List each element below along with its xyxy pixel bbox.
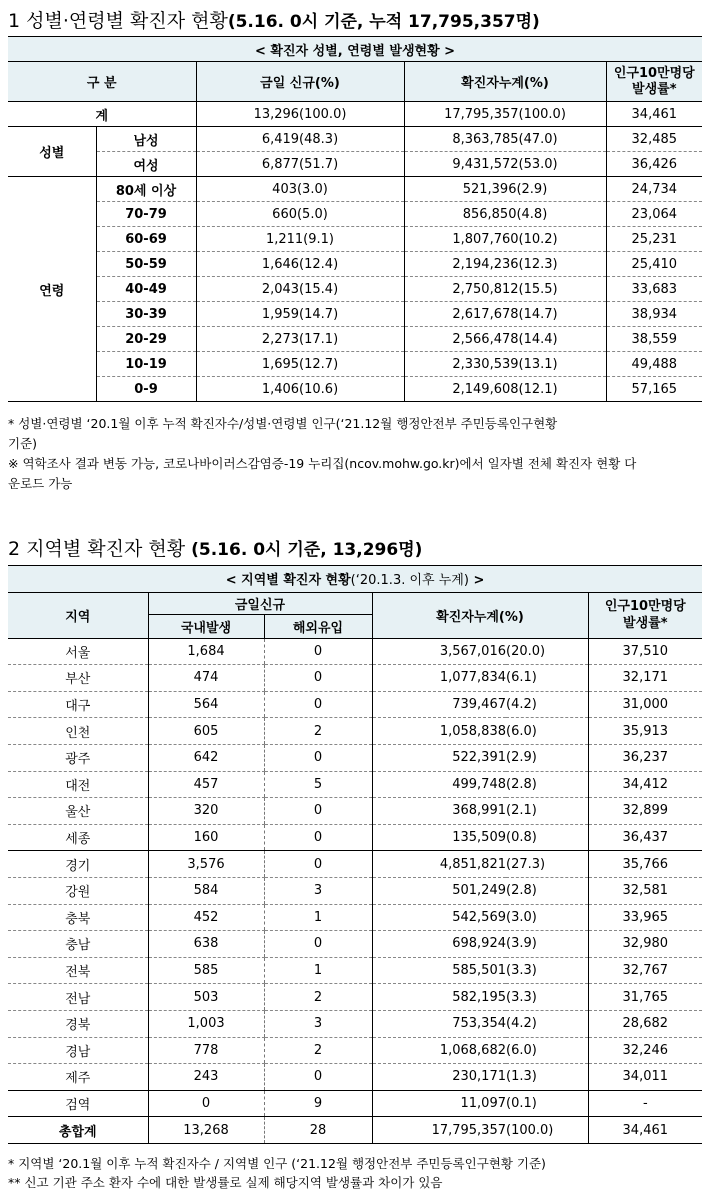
region-rate: 32,767 — [588, 957, 702, 984]
region-cumulative: 522,391 — [372, 744, 506, 771]
header-new: 금일신규 — [148, 592, 372, 614]
region-rate: - — [588, 1090, 702, 1117]
row-new: 403(3.0) — [196, 177, 404, 202]
region-overseas: 5 — [264, 771, 372, 798]
row-label: 60-69 — [96, 227, 196, 252]
header-rate-line2: 발생률* — [632, 81, 677, 97]
region-cumulative: 499,748 — [372, 771, 506, 798]
table-row — [8, 798, 702, 825]
region-name: 제주 — [8, 1064, 148, 1091]
region-percent: (2.1) — [506, 798, 588, 825]
table-row — [8, 1064, 702, 1091]
region-cumulative: 698,924 — [372, 931, 506, 958]
region-name: 충북 — [8, 904, 148, 931]
region-domestic: 585 — [148, 957, 264, 984]
table-row — [8, 227, 702, 252]
region-overseas: 0 — [264, 744, 372, 771]
region-name: 경기 — [8, 851, 148, 878]
header-region: 지역 — [8, 592, 148, 638]
row-cumulative: 2,750,812(15.5) — [404, 277, 606, 302]
table-row — [8, 252, 702, 277]
region-name: 광주 — [8, 744, 148, 771]
region-cumulative: 1,068,682 — [372, 1037, 506, 1064]
table-row — [8, 127, 702, 152]
table-row — [8, 152, 702, 177]
region-overseas: 0 — [264, 798, 372, 825]
region-cumulative: 585,501 — [372, 957, 506, 984]
region-overseas: 0 — [264, 851, 372, 878]
grand-total-overseas: 28 — [264, 1117, 372, 1144]
region-percent: (1.3) — [506, 1064, 588, 1091]
table-row — [8, 1037, 702, 1064]
region-rate: 34,011 — [588, 1064, 702, 1091]
table-row — [8, 277, 702, 302]
note-line: 기준) — [8, 436, 38, 451]
row-new: 660(5.0) — [196, 202, 404, 227]
row-label: 남성 — [96, 127, 196, 152]
section2-subtitle: (5.16. 0시 기준, 13,296명) — [191, 540, 423, 560]
region-overseas: 2 — [264, 1037, 372, 1064]
row-label: 80세 이상 — [96, 177, 196, 202]
header-overseas: 해외유입 — [264, 614, 372, 638]
region-rate: 32,581 — [588, 877, 702, 904]
table-row — [8, 177, 702, 202]
region-overseas: 1 — [264, 904, 372, 931]
region-rate: 36,237 — [588, 744, 702, 771]
region-overseas: 2 — [264, 984, 372, 1011]
section1-heading — [8, 6, 540, 33]
region-table — [8, 565, 702, 1144]
row-cumulative: 1,807,760(10.2) — [404, 227, 606, 252]
region-percent: (3.3) — [506, 984, 588, 1011]
region-rate: 32,980 — [588, 931, 702, 958]
header-category: 구 분 — [8, 62, 196, 102]
note-line: * 지역별 ‘20.1월 이후 누적 확진자수 / 지역별 인구 (‘21.12월 행정안전부 주민등록인구현황 기준) — [8, 1156, 546, 1171]
row-rate: 36,426 — [606, 152, 702, 177]
table-row — [8, 327, 702, 352]
region-domestic: 0 — [148, 1090, 264, 1117]
region-cumulative: 739,467 — [372, 691, 506, 718]
region-domestic: 564 — [148, 691, 264, 718]
region-rate: 32,171 — [588, 665, 702, 692]
table-row — [8, 718, 702, 745]
header-rate-line1: 인구10만명당 — [613, 65, 695, 81]
region-percent: (2.9) — [506, 744, 588, 771]
region-overseas: 0 — [264, 638, 372, 665]
region-percent: (2.8) — [506, 771, 588, 798]
section1-subtitle: (5.16. 0시 기준, 누적 17,795,357명) — [227, 12, 540, 32]
region-name: 대전 — [8, 771, 148, 798]
table-row — [8, 638, 702, 665]
row-rate: 24,734 — [606, 177, 702, 202]
row-cumulative: 521,396(2.9) — [404, 177, 606, 202]
region-percent: (0.1) — [506, 1090, 588, 1117]
row-label: 0-9 — [96, 377, 196, 402]
gender-age-caption: < 확진자 성별, 연령별 발생현황 > — [8, 37, 702, 62]
row-label: 10-19 — [96, 352, 196, 377]
row-new: 2,043(15.4) — [196, 277, 404, 302]
row-rate: 32,485 — [606, 127, 702, 152]
caption-sub: (‘20.1.3. 이후 누계) — [350, 573, 469, 589]
table-row — [8, 984, 702, 1011]
table-row — [8, 1090, 702, 1117]
row-cumulative: 2,149,608(12.1) — [404, 377, 606, 402]
region-percent: (2.8) — [506, 877, 588, 904]
row-rate: 57,165 — [606, 377, 702, 402]
region-percent: (6.1) — [506, 665, 588, 692]
region-name: 세종 — [8, 824, 148, 851]
row-new: 6,877(51.7) — [196, 152, 404, 177]
row-cumulative: 2,617,678(14.7) — [404, 302, 606, 327]
row-rate: 38,559 — [606, 327, 702, 352]
region-name: 인천 — [8, 718, 148, 745]
region-name: 경남 — [8, 1037, 148, 1064]
gender-group-label: 성별 — [8, 127, 96, 177]
region-overseas: 2 — [264, 718, 372, 745]
gender-age-table — [8, 36, 702, 402]
table-row — [8, 744, 702, 771]
grand-total-label: 총합계 — [8, 1117, 148, 1144]
row-new: 1,406(10.6) — [196, 377, 404, 402]
region-overseas: 0 — [264, 824, 372, 851]
row-cumulative: 856,850(4.8) — [404, 202, 606, 227]
region-rate: 31,765 — [588, 984, 702, 1011]
row-rate: 25,410 — [606, 252, 702, 277]
header-domestic: 국내발생 — [148, 614, 264, 638]
region-name: 울산 — [8, 798, 148, 825]
table-row — [8, 957, 702, 984]
region-percent: (6.0) — [506, 718, 588, 745]
grand-total-percent: (100.0) — [506, 1117, 588, 1144]
total-new: 13,296(100.0) — [196, 102, 404, 127]
section1-number: 1 — [8, 10, 21, 32]
table-row — [8, 377, 702, 402]
row-label: 70-79 — [96, 202, 196, 227]
region-cumulative: 3,567,016 — [372, 638, 506, 665]
note-line: ** 신고 기관 주소 환자 수에 대한 발생률로 실제 해당지역 발생률과 차이가 있음 — [8, 1175, 443, 1190]
region-domestic: 638 — [148, 931, 264, 958]
grand-total-domestic: 13,268 — [148, 1117, 264, 1144]
region-percent: (27.3) — [506, 851, 588, 878]
header-rate-line1: 인구10만명당 — [604, 599, 686, 615]
table-row — [8, 352, 702, 377]
row-new: 1,695(12.7) — [196, 352, 404, 377]
header-rate-line2: 발생률* — [623, 616, 668, 632]
region-overseas: 1 — [264, 957, 372, 984]
table-row — [8, 824, 702, 851]
age-group-label: 연령 — [8, 177, 96, 402]
row-label: 50-59 — [96, 252, 196, 277]
region-domestic: 474 — [148, 665, 264, 692]
section2-number: 2 — [8, 538, 21, 560]
region-domestic: 584 — [148, 877, 264, 904]
region-caption — [8, 566, 702, 593]
caption-end: > — [473, 573, 485, 589]
grand-total-cumulative: 17,795,357 — [372, 1117, 506, 1144]
region-domestic: 605 — [148, 718, 264, 745]
region-cumulative: 501,249 — [372, 877, 506, 904]
region-cumulative: 135,509 — [372, 824, 506, 851]
region-name: 검역 — [8, 1090, 148, 1117]
region-percent: (0.8) — [506, 824, 588, 851]
region-overseas: 0 — [264, 931, 372, 958]
note-line: * 성별·연령별 ‘20.1월 이후 누적 확진자수/성별·연령별 인구(‘21.12월 행정안전부 주민등록인구현황 — [8, 416, 558, 431]
section2-notes — [8, 1154, 546, 1192]
region-name: 강원 — [8, 877, 148, 904]
region-percent: (4.2) — [506, 1010, 588, 1037]
note-line: ※ 역학조사 결과 변동 가능, 코로나바이러스감염증-19 누리집(ncov.mohw.go.kr)에서 일자별 전체 확진자 현황 다 — [8, 456, 637, 471]
row-label: 20-29 — [96, 327, 196, 352]
region-domestic: 452 — [148, 904, 264, 931]
row-cumulative: 2,194,236(12.3) — [404, 252, 606, 277]
region-rate: 35,913 — [588, 718, 702, 745]
header-cumulative: 확진자누계(%) — [372, 592, 588, 638]
region-cumulative: 753,354 — [372, 1010, 506, 1037]
region-domestic: 243 — [148, 1064, 264, 1091]
table-row — [8, 877, 702, 904]
header-rate — [588, 592, 702, 638]
row-new: 1,959(14.7) — [196, 302, 404, 327]
row-rate: 25,231 — [606, 227, 702, 252]
region-name: 전북 — [8, 957, 148, 984]
region-overseas: 3 — [264, 1010, 372, 1037]
region-rate: 32,246 — [588, 1037, 702, 1064]
region-rate: 37,510 — [588, 638, 702, 665]
row-rate: 38,934 — [606, 302, 702, 327]
region-name: 서울 — [8, 638, 148, 665]
region-domestic: 3,576 — [148, 851, 264, 878]
table-row — [8, 1010, 702, 1037]
region-cumulative: 1,077,834 — [372, 665, 506, 692]
grand-total-row — [8, 1117, 702, 1144]
row-rate: 49,488 — [606, 352, 702, 377]
region-overseas: 0 — [264, 1064, 372, 1091]
region-domestic: 1,684 — [148, 638, 264, 665]
region-rate: 28,682 — [588, 1010, 702, 1037]
total-rate: 34,461 — [606, 102, 702, 127]
region-cumulative: 1,058,838 — [372, 718, 506, 745]
note-line: 운로드 가능 — [8, 476, 73, 491]
grand-total-rate: 34,461 — [588, 1117, 702, 1144]
region-percent: (6.0) — [506, 1037, 588, 1064]
table-row — [8, 771, 702, 798]
region-domestic: 778 — [148, 1037, 264, 1064]
region-cumulative: 4,851,821 — [372, 851, 506, 878]
total-cumulative: 17,795,357(100.0) — [404, 102, 606, 127]
region-percent: (3.9) — [506, 931, 588, 958]
row-cumulative: 2,330,539(13.1) — [404, 352, 606, 377]
section1-title: 성별·연령별 확진자 현황 — [26, 10, 228, 32]
header-cumulative: 확진자누계(%) — [404, 62, 606, 102]
region-name: 충남 — [8, 931, 148, 958]
region-rate: 31,000 — [588, 691, 702, 718]
region-percent: (3.0) — [506, 904, 588, 931]
region-cumulative: 582,195 — [372, 984, 506, 1011]
row-label: 여성 — [96, 152, 196, 177]
section2-heading — [8, 534, 422, 561]
row-rate: 23,064 — [606, 202, 702, 227]
total-label: 계 — [8, 102, 196, 127]
region-domestic: 160 — [148, 824, 264, 851]
table-row — [8, 691, 702, 718]
total-row — [8, 102, 702, 127]
region-overseas: 3 — [264, 877, 372, 904]
section2-title: 지역별 확진자 현황 — [26, 538, 186, 560]
row-cumulative: 2,566,478(14.4) — [404, 327, 606, 352]
header-rate — [606, 62, 702, 102]
row-new: 1,646(12.4) — [196, 252, 404, 277]
table-row — [8, 302, 702, 327]
row-label: 40-49 — [96, 277, 196, 302]
table-row — [8, 851, 702, 878]
row-new: 1,211(9.1) — [196, 227, 404, 252]
table-row — [8, 931, 702, 958]
region-rate: 36,437 — [588, 824, 702, 851]
row-new: 2,273(17.1) — [196, 327, 404, 352]
row-cumulative: 8,363,785(47.0) — [404, 127, 606, 152]
table-row — [8, 665, 702, 692]
section1-notes — [8, 414, 636, 494]
region-rate: 34,412 — [588, 771, 702, 798]
region-cumulative: 230,171 — [372, 1064, 506, 1091]
region-domestic: 642 — [148, 744, 264, 771]
region-rate: 33,965 — [588, 904, 702, 931]
row-new: 6,419(48.3) — [196, 127, 404, 152]
region-name: 전남 — [8, 984, 148, 1011]
region-overseas: 9 — [264, 1090, 372, 1117]
region-domestic: 457 — [148, 771, 264, 798]
row-rate: 33,683 — [606, 277, 702, 302]
region-domestic: 503 — [148, 984, 264, 1011]
region-cumulative: 368,991 — [372, 798, 506, 825]
region-cumulative: 11,097 — [372, 1090, 506, 1117]
region-name: 대구 — [8, 691, 148, 718]
region-domestic: 320 — [148, 798, 264, 825]
region-percent: (20.0) — [506, 638, 588, 665]
region-name: 부산 — [8, 665, 148, 692]
region-rate: 32,899 — [588, 798, 702, 825]
caption-main: < 지역별 확진자 현황 — [225, 573, 351, 589]
table-row — [8, 904, 702, 931]
row-label: 30-39 — [96, 302, 196, 327]
region-cumulative: 542,569 — [372, 904, 506, 931]
table-row — [8, 202, 702, 227]
header-new: 금일 신규(%) — [196, 62, 404, 102]
region-percent: (3.3) — [506, 957, 588, 984]
region-domestic: 1,003 — [148, 1010, 264, 1037]
region-name: 경북 — [8, 1010, 148, 1037]
region-rate: 35,766 — [588, 851, 702, 878]
row-cumulative: 9,431,572(53.0) — [404, 152, 606, 177]
region-overseas: 0 — [264, 691, 372, 718]
region-overseas: 0 — [264, 665, 372, 692]
region-percent: (4.2) — [506, 691, 588, 718]
